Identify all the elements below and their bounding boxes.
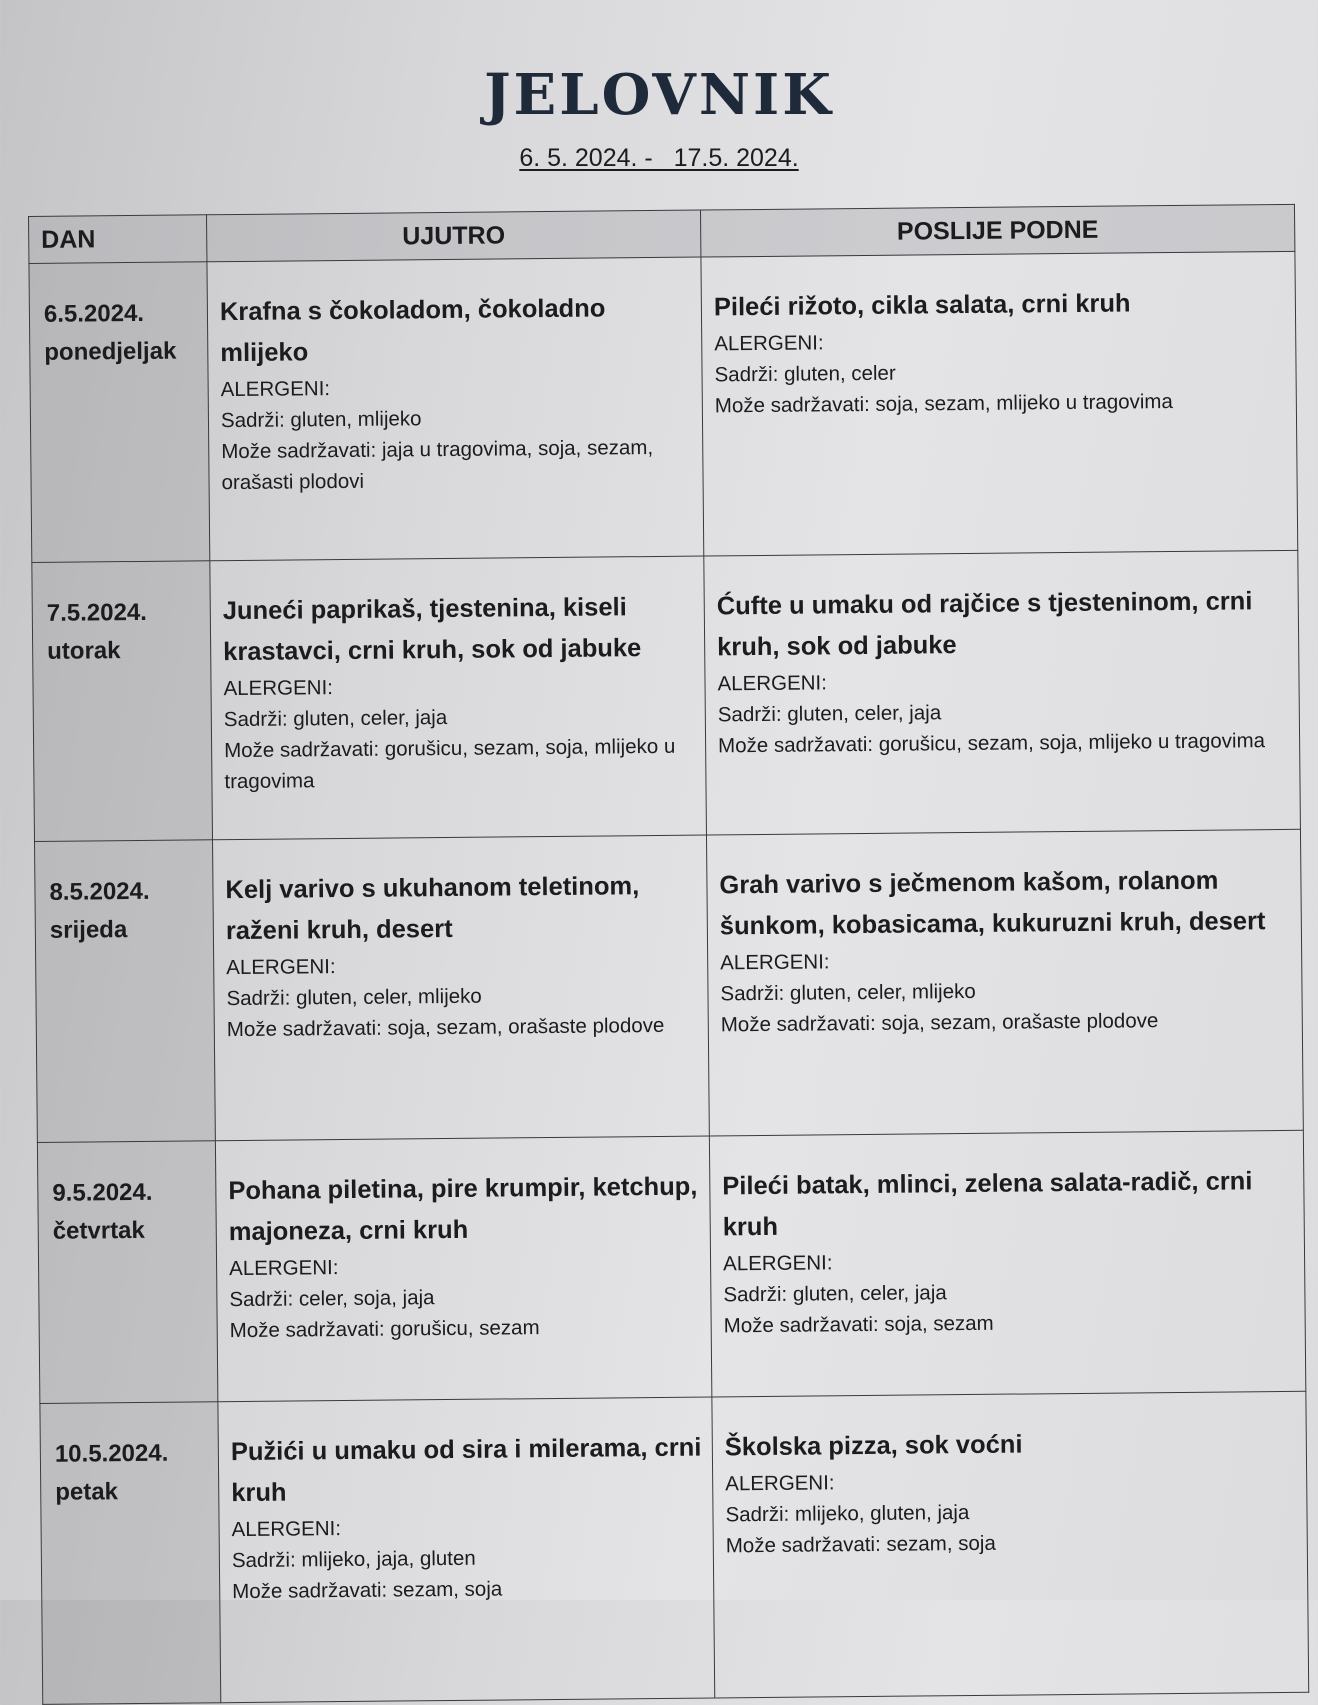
day-date: 7.5.2024. xyxy=(46,598,148,627)
dish-name: Grah varivo s ječmenom kašom, rolanom šunkom, kobasicama, kukuruzni kruh, desert xyxy=(719,866,1266,941)
allergens-title: ALERGENI: xyxy=(717,671,828,696)
allergens-contains: Sadrži: gluten, celer, jaja xyxy=(723,1281,947,1307)
day-cell xyxy=(37,1141,217,1404)
allergens-title: ALERGENI: xyxy=(720,950,830,975)
day-cell xyxy=(32,561,213,842)
menu-table xyxy=(28,204,1309,1705)
allergens-contains: Sadrži: gluten, mlijeko xyxy=(220,407,422,433)
dish-name: Pileći rižoto, cikla salata, crni kruh xyxy=(713,289,1131,322)
dish-name: Pileći batak, mlinci, zelena salata-radič, crni kruh xyxy=(722,1167,1253,1242)
day-date: 6.5.2024. xyxy=(43,299,145,328)
allergens-may-contain: Može sadržavati: gorušicu, sezam, soja, mlijeko u tragovima xyxy=(718,729,1266,758)
allergens-contains: Sadrži: celer, soja, jaja xyxy=(229,1286,435,1312)
day-weekday: četvrtak xyxy=(52,1216,145,1245)
day-cell xyxy=(29,262,210,563)
day-cell xyxy=(35,840,216,1143)
header-day: DAN xyxy=(29,215,207,264)
dish-name: Pužići u umaku od sira i milerama, crni kruh xyxy=(230,1433,702,1508)
allergens-contains: Sadrži: gluten, celer xyxy=(714,361,896,387)
day-date: 8.5.2024. xyxy=(49,877,150,906)
afternoon-cell xyxy=(712,1391,1309,1698)
allergens-title: ALERGENI: xyxy=(722,1251,833,1276)
allergens-contains: Sadrži: mlijeko, jaja, gluten xyxy=(231,1546,476,1573)
allergens-may-contain: Može sadržavati: soja, sezam xyxy=(723,1311,994,1338)
allergens-title: ALERGENI: xyxy=(229,1256,339,1281)
afternoon-cell xyxy=(701,251,1298,556)
allergens-title: ALERGENI: xyxy=(220,377,331,402)
allergens-title: ALERGENI: xyxy=(226,955,336,980)
allergens-contains: Sadrži: gluten, celer, jaja xyxy=(717,701,942,727)
dish-name: Juneći paprikaš, tjestenina, kiseli krastavci, crni kruh, sok od jabuke xyxy=(222,593,642,667)
morning-cell xyxy=(215,1136,711,1402)
day-date: 9.5.2024. xyxy=(52,1178,153,1207)
allergens-title: ALERGENI: xyxy=(725,1471,835,1496)
date-range xyxy=(0,144,1318,173)
table-row xyxy=(35,829,1304,1142)
allergens-may-contain: Može sadržavati: soja, sezam, orašaste plodove xyxy=(226,1013,665,1042)
page-title: JELOVNIK xyxy=(484,62,834,128)
allergens-contains: Sadrži: gluten, celer, mlijeko xyxy=(226,984,482,1011)
allergens-title: ALERGENI: xyxy=(231,1517,342,1542)
table-row xyxy=(40,1391,1309,1704)
day-weekday: ponedjeljak xyxy=(44,337,177,366)
table-row xyxy=(29,251,1298,562)
afternoon-cell xyxy=(709,1130,1305,1397)
dish-name: Pohana piletina, pire krumpir, ketchup, majoneza, crni kruh xyxy=(228,1172,698,1247)
allergens-may-contain: Može sadržavati: gorušicu, sezam xyxy=(229,1316,540,1343)
allergens-may-contain: Može sadržavati: gorušicu, sezam, soja, mlijeko u tragovima xyxy=(224,734,676,794)
allergens-title: ALERGENI: xyxy=(714,331,824,356)
allergens-may-contain: Može sadržavati: jaja u tragovima, soja, sezam, orašasti plodovi xyxy=(221,436,654,495)
day-weekday: srijeda xyxy=(49,916,128,944)
header-afternoon: POSLIJE PODNE xyxy=(700,204,1294,257)
date-range-text: 6. 5. 2024. - 17.5. 2024. xyxy=(519,144,799,172)
morning-cell xyxy=(218,1397,715,1703)
dish-name: Ćufte u umaku od rajčice s tjesteninom, crni kruh, sok od jabuke xyxy=(716,587,1253,662)
day-weekday: petak xyxy=(55,1478,119,1506)
allergens-may-contain: Može sadržavati: sezam, soja xyxy=(232,1577,503,1604)
afternoon-cell xyxy=(706,829,1303,1136)
allergens-contains: Sadrži: mlijeko, gluten, jaja xyxy=(725,1501,970,1527)
allergens-contains: Sadrži: gluten, celer, jaja xyxy=(223,705,448,732)
day-date: 10.5.2024. xyxy=(54,1439,169,1468)
afternoon-cell xyxy=(704,550,1301,835)
table-row xyxy=(32,550,1301,841)
dish-name: Krafna s čokoladom, čokoladno mlijeko xyxy=(219,294,606,368)
morning-cell xyxy=(207,257,704,561)
table-row xyxy=(37,1130,1305,1403)
allergens-may-contain: Može sadržavati: soja, sezam, mlijeko u tragovima xyxy=(714,390,1173,418)
day-weekday: utorak xyxy=(47,637,121,665)
allergens-title: ALERGENI: xyxy=(223,676,334,701)
header-morning: UJUTRO xyxy=(206,210,700,262)
day-cell xyxy=(40,1402,221,1705)
allergens-may-contain: Može sadržavati: sezam, soja xyxy=(725,1531,996,1558)
dish-name: Školska pizza, sok voćni xyxy=(724,1430,1023,1462)
allergens-contains: Sadrži: gluten, celer, mlijeko xyxy=(720,979,976,1006)
morning-cell xyxy=(210,556,707,840)
dish-name: Kelj varivo s ukuhanom teletinom, raženi kruh, desert xyxy=(225,872,640,946)
allergens-may-contain: Može sadržavati: soja, sezam, orašaste plodove xyxy=(720,1009,1159,1037)
morning-cell xyxy=(212,835,709,1141)
